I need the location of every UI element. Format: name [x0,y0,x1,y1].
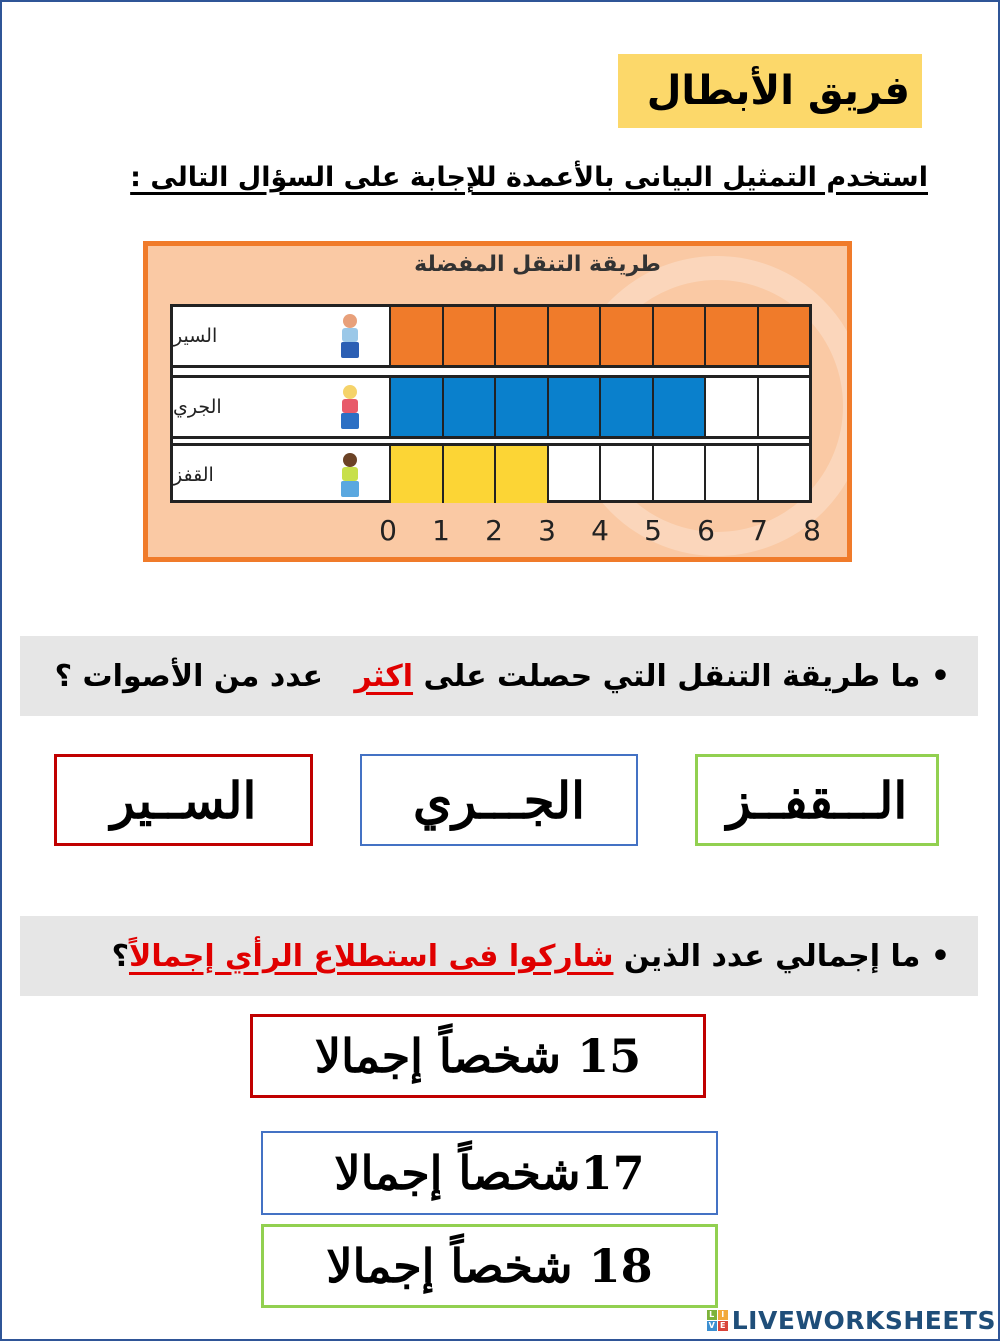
question-2 [20,916,978,996]
bar-cell [496,378,549,436]
bullet: • [930,658,950,694]
chart-row [173,443,809,503]
bar-cell [391,378,444,436]
bar-cell [549,307,602,365]
x-tick: 1 [432,514,450,547]
bar-cell [549,378,602,436]
bullet: • [930,938,950,974]
instruction-text: استخدم التمثيل البيانى بالأعمدة للإجابة على السؤال التالى : [130,162,928,193]
answer-label: 15 شخصاً إجمالا [314,1029,642,1083]
bar-cell [549,446,602,503]
bar-chart [143,241,852,562]
bar-cell [654,307,707,365]
row-label: الجري [173,396,222,418]
question-2-before: ما إجمالي عدد الذين [623,938,921,974]
question-1 [20,636,978,716]
bar-cell [759,378,810,436]
answer-option-jumping[interactable] [695,754,939,846]
chart-grid [170,304,812,503]
row-label-cell [173,307,391,365]
bar-cell [391,446,444,503]
answer-option-walking[interactable] [54,754,313,846]
bar-cell [759,446,810,503]
question-2-text [112,939,950,974]
answer-label: 18 شخصاً إجمالا [326,1239,653,1293]
bar-cell [444,307,497,365]
question-1-before: ما طريقة التنقل التي حصلت على [423,658,921,694]
x-tick: 0 [379,514,397,547]
answer-label: الجـــري [412,770,586,830]
answer-option-running[interactable] [360,754,638,846]
answer-option-17[interactable] [261,1131,718,1215]
row-label-cell [173,446,391,503]
question-1-highlight: اكثر [354,658,414,694]
row-label: القفز [173,463,214,486]
chart-row [173,375,809,439]
question-2-highlight: شاركوا فى استطلاع الرأي إجمالاً [128,938,614,974]
liveworksheets-logo [707,1306,996,1335]
bar-cell [759,307,810,365]
child-figure-icon [335,451,365,499]
answer-label: الـــقفــز [726,770,908,830]
question-1-text [55,659,950,694]
logo-mark-icon: L I V E [707,1310,728,1331]
bar-cell [601,446,654,503]
chart-title: طريقة التنقل المفضلة [414,252,661,277]
row-label: السير [173,325,218,347]
bar-cell [654,446,707,503]
bar-cell [391,307,444,365]
bar-cell [496,446,549,503]
bar-cell [706,307,759,365]
bar-cell [654,378,707,436]
bar-cell [601,307,654,365]
logo-text: LIVEWORKSHEETS [731,1306,996,1335]
x-tick: 5 [644,514,662,547]
x-tick: 4 [591,514,609,547]
answer-option-18[interactable] [261,1224,718,1308]
bar-cell [496,307,549,365]
bar-cell [706,446,759,503]
page-title: فريق الأبطال [646,68,910,114]
bar-cell [706,378,759,436]
bar-cell [444,378,497,436]
question-1-after: عدد من الأصوات ؟ [54,658,324,694]
x-axis [379,514,824,550]
bar-cell [601,378,654,436]
row-label-cell [173,378,391,436]
x-tick: 6 [697,514,715,547]
title-banner [618,54,922,128]
answer-option-15[interactable] [250,1014,706,1098]
x-tick: 3 [538,514,556,547]
x-tick: 7 [750,514,768,547]
x-tick: 2 [485,514,503,547]
x-tick: 8 [803,514,821,547]
bar-cell [444,446,497,503]
chart-row [173,307,809,368]
answer-label: الســير [110,770,257,830]
question-2-after: ؟ [111,938,129,974]
child-figure-icon [335,312,365,360]
answer-label: 17شخصاً إجمالا [334,1146,645,1200]
child-figure-icon [335,383,365,431]
